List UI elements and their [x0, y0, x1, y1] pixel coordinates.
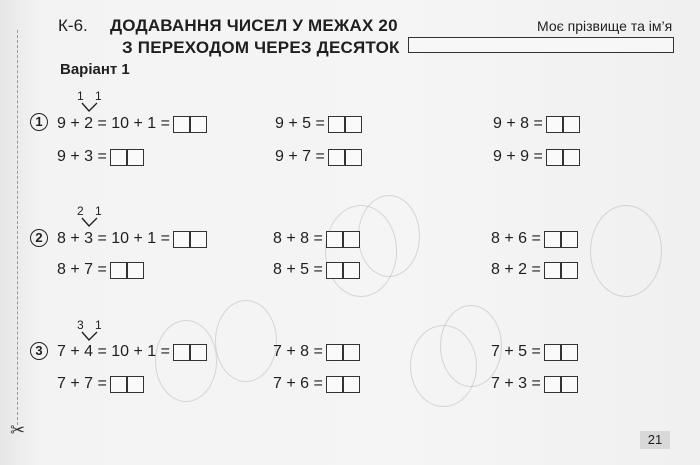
worksheet-title-line2: З ПЕРЕХОДОМ ЧЕРЕЗ ДЕСЯТОК — [122, 38, 400, 57]
equation-row — [57, 342, 207, 362]
answer-cells[interactable] — [328, 116, 362, 133]
name-label: Моє прізвище та ім’я — [537, 18, 673, 34]
answer-cells[interactable] — [326, 344, 360, 361]
equation-row — [273, 229, 360, 249]
equation-text: 7 + 5 = — [491, 343, 541, 360]
answer-cells[interactable] — [546, 149, 580, 166]
answer-cells[interactable] — [326, 231, 360, 248]
equation-text: 7 + 8 = — [273, 343, 323, 360]
decomposition-hint: 3 1 — [77, 318, 106, 332]
equation-text: 8 + 2 = — [491, 261, 541, 278]
cut-line — [17, 30, 18, 425]
task-number-3: 3 — [30, 342, 48, 360]
answer-cells[interactable] — [110, 262, 144, 279]
equation-text: 9 + 8 = — [493, 115, 543, 132]
equation-row — [273, 260, 360, 280]
answer-cells[interactable] — [173, 116, 207, 133]
worksheet-code: К-6. — [58, 16, 88, 35]
equation-text: 9 + 2 = 10 + 1 = — [57, 115, 170, 132]
equation-text: 7 + 6 = — [273, 375, 323, 392]
answer-cells[interactable] — [544, 344, 578, 361]
decomposition-hint: 1 1 — [77, 89, 106, 103]
decomposition-check-icon — [80, 101, 100, 113]
equation-text: 7 + 7 = — [57, 375, 107, 392]
equation-row — [57, 374, 144, 394]
variant-label: Варіант 1 — [60, 61, 130, 78]
equation-row — [491, 260, 578, 280]
equation-row — [493, 114, 580, 134]
equation-row — [57, 260, 144, 280]
equation-text: 9 + 5 = — [275, 115, 325, 132]
answer-cells[interactable] — [546, 116, 580, 133]
equation-text: 8 + 5 = — [273, 261, 323, 278]
equation-text: 8 + 6 = — [491, 230, 541, 247]
equation-row — [57, 147, 144, 167]
balloon-ghost — [358, 195, 420, 277]
equation-row — [275, 114, 362, 134]
answer-cells[interactable] — [326, 262, 360, 279]
task-number-2: 2 — [30, 229, 48, 247]
page-number: 21 — [640, 431, 670, 449]
name-input-box[interactable] — [408, 37, 674, 53]
decomposition-check-icon — [80, 330, 100, 342]
decomposition-hint: 2 1 — [77, 204, 106, 218]
answer-cells[interactable] — [544, 376, 578, 393]
equation-row — [273, 374, 360, 394]
equation-row — [491, 342, 578, 362]
equation-text: 7 + 3 = — [491, 375, 541, 392]
equation-row — [57, 229, 207, 249]
equation-text: 8 + 7 = — [57, 261, 107, 278]
equation-text: 9 + 3 = — [57, 148, 107, 165]
answer-cells[interactable] — [544, 231, 578, 248]
equation-text: 9 + 7 = — [275, 148, 325, 165]
equation-text: 8 + 8 = — [273, 230, 323, 247]
equation-row — [273, 342, 360, 362]
scissors-icon: ✂ — [10, 420, 26, 440]
answer-cells[interactable] — [326, 376, 360, 393]
balloon-ghost — [590, 205, 662, 297]
decomposition-check-icon — [80, 216, 100, 228]
equation-row — [491, 229, 578, 249]
answer-cells[interactable] — [110, 149, 144, 166]
equation-row — [275, 147, 362, 167]
equation-text: 7 + 4 = 10 + 1 = — [57, 343, 170, 360]
task-number-1: 1 — [30, 113, 48, 131]
answer-cells[interactable] — [173, 231, 207, 248]
answer-cells[interactable] — [110, 376, 144, 393]
equation-row — [491, 374, 578, 394]
equation-row — [493, 147, 580, 167]
balloon-ghost — [215, 300, 277, 382]
worksheet-title-line1: ДОДАВАННЯ ЧИСЕЛ У МЕЖАХ 20 — [110, 16, 398, 35]
answer-cells[interactable] — [544, 262, 578, 279]
answer-cells[interactable] — [173, 344, 207, 361]
equation-text: 9 + 9 = — [493, 148, 543, 165]
equation-text: 8 + 3 = 10 + 1 = — [57, 230, 170, 247]
equation-row — [57, 114, 207, 134]
answer-cells[interactable] — [328, 149, 362, 166]
